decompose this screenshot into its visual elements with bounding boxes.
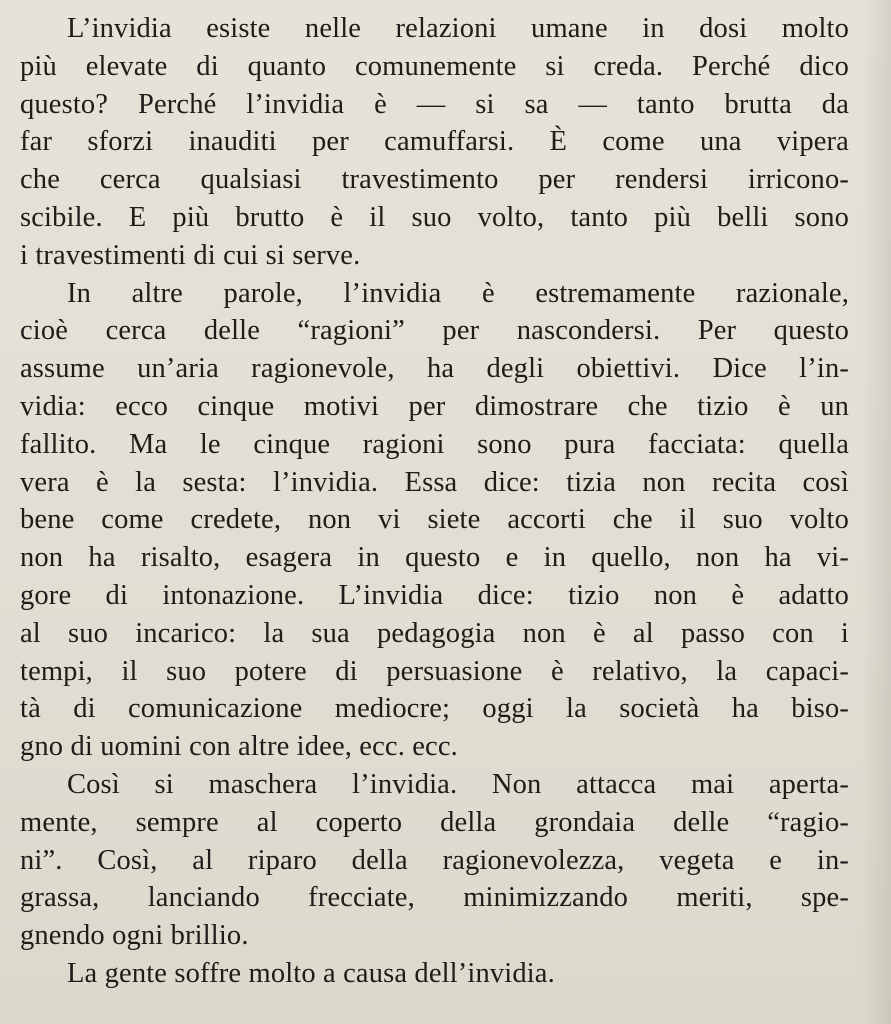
text-line: ni”. Così, al riparo della ragionevolezza, vegeta e in-: [20, 844, 849, 876]
text-line: vera è la sesta: l’invidia. Essa dice: tizia non recita così: [20, 466, 849, 498]
text-line: fallito. Ma le cinque ragioni sono pura facciata: quella: [20, 428, 849, 460]
paragraph-3: [20, 766, 849, 955]
paragraph-2: [20, 275, 849, 766]
text-line: gnendo ogni brillio.: [20, 920, 249, 952]
text-line: cioè cerca delle “ragioni” per nascondersi. Per questo: [20, 315, 849, 347]
text-line: assume un’aria ragionevole, ha degli obiettivi. Dice l’in-: [20, 353, 849, 385]
text-line: La gente soffre molto a causa dell’invidia.: [67, 957, 555, 989]
text-line: mente, sempre al coperto della grondaia delle “ragio-: [20, 806, 849, 838]
text-line: far sforzi inauditi per camuffarsi. È come una vipera: [20, 126, 849, 158]
text-line: In altre parole, l’invidia è estremamente razionale,: [67, 277, 849, 309]
paragraph-1: [20, 10, 849, 275]
text-line: che cerca qualsiasi travestimento per rendersi irricono-: [20, 164, 849, 196]
text-line: L’invidia esiste nelle relazioni umane in dosi molto: [67, 13, 849, 44]
text-line: i travestimenti di cui si serve.: [20, 239, 361, 271]
text-line: bene come credete, non vi siete accorti che il suo volto: [20, 504, 849, 536]
text-line: più elevate di quanto comunemente si creda. Perché dico: [20, 50, 849, 82]
paragraph-4: [20, 955, 849, 993]
text-line: non ha risalto, esagera in questo e in quello, non ha vi-: [20, 542, 849, 574]
text-line: al suo incarico: la sua pedagogia non è al passo con i: [20, 617, 849, 649]
text-line: tà di comunicazione mediocre; oggi la società ha biso-: [20, 693, 849, 725]
text-line: gno di uomini con altre idee, ecc. ecc.: [20, 731, 458, 763]
text-line: tempi, il suo potere di persuasione è relativo, la capaci-: [20, 655, 849, 687]
text-line: gore di intonazione. L’invidia dice: tizio non è adatto: [20, 579, 849, 611]
text-line: scibile. E più brutto è il suo volto, tanto più belli sono: [20, 201, 849, 233]
text-line: vidia: ecco cinque motivi per dimostrare che tizio è un: [20, 390, 849, 422]
text-line: questo? Perché l’invidia è — si sa — tanto brutta da: [20, 88, 849, 120]
text-line: Così si maschera l’invidia. Non attacca mai aperta-: [67, 768, 849, 800]
text-line: grassa, lanciando frecciate, minimizzando meriti, spe-: [20, 882, 849, 914]
